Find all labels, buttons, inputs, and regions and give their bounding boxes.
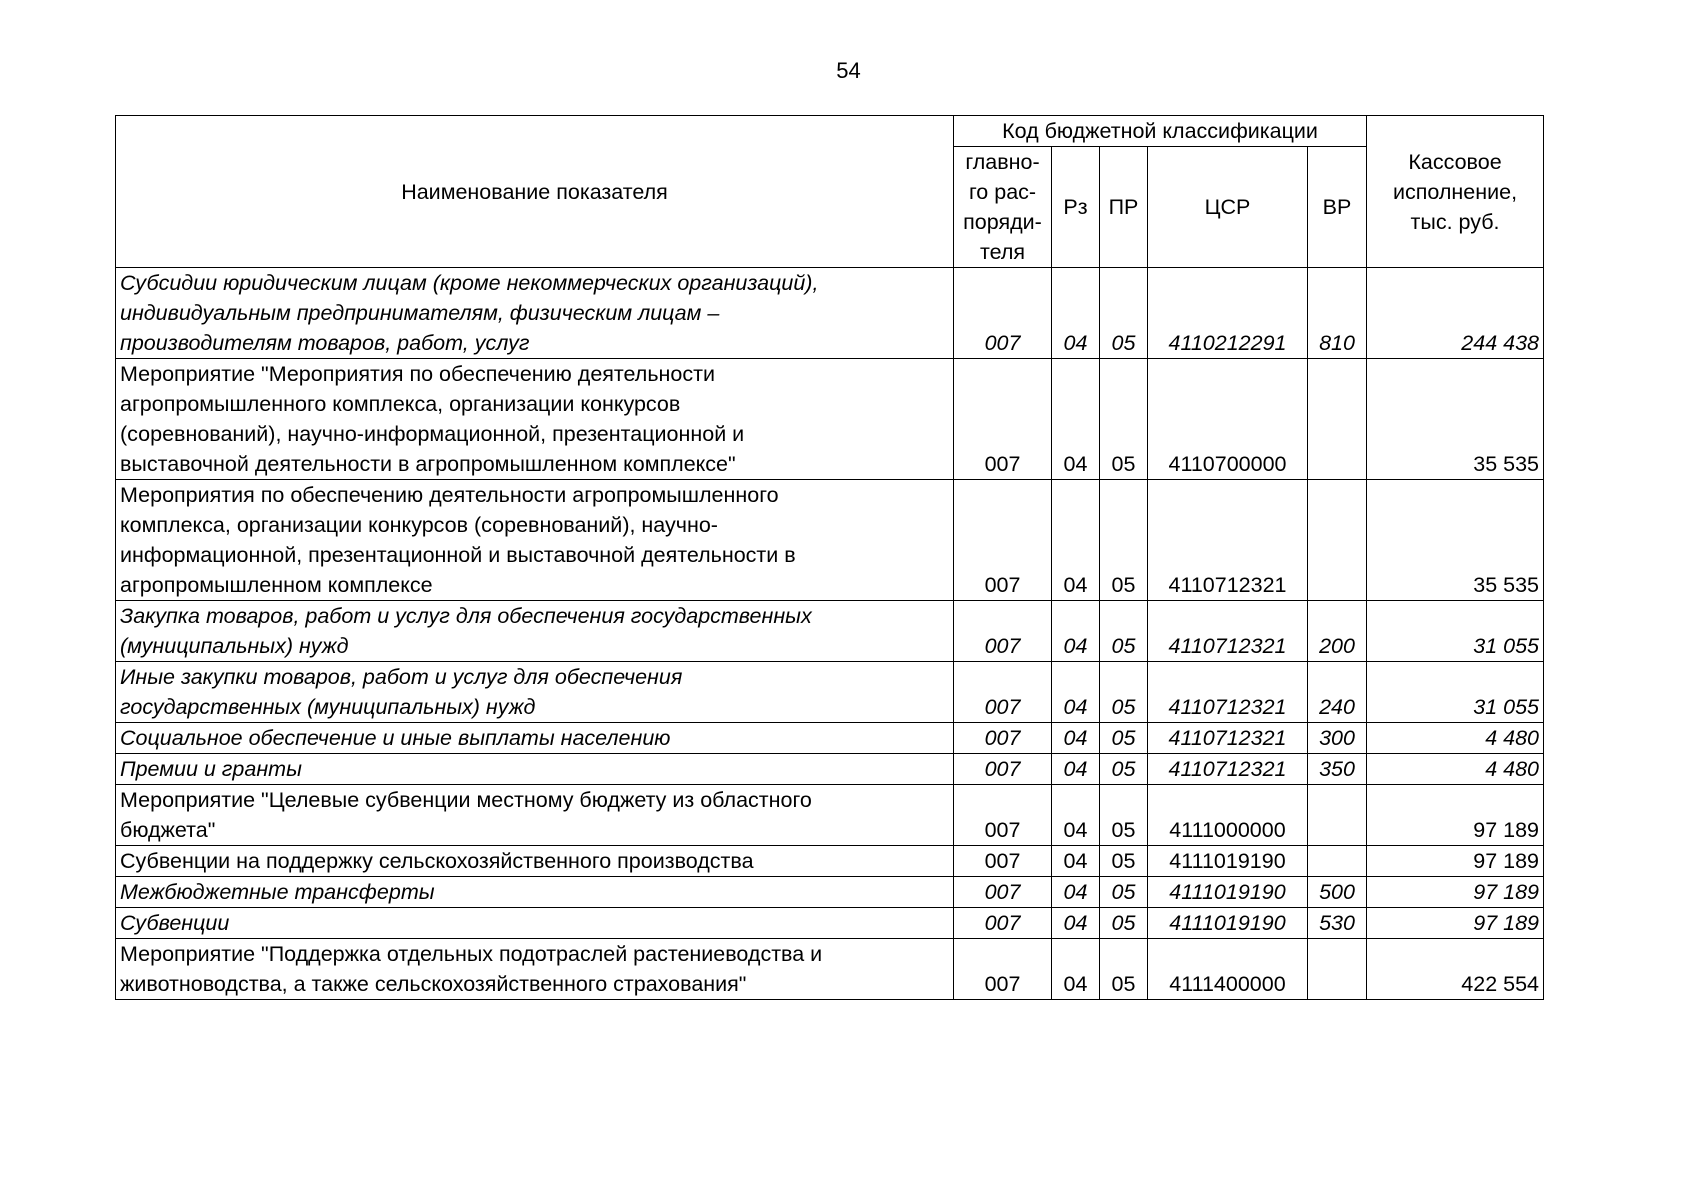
row-amount: 97 189 <box>1367 785 1544 846</box>
row-csr: 4111400000 <box>1148 939 1308 1000</box>
row-vr: 240 <box>1308 662 1367 723</box>
row-vr: 350 <box>1308 754 1367 785</box>
row-chief-code: 007 <box>954 785 1052 846</box>
row-amount: 4 480 <box>1367 723 1544 754</box>
row-name-line: производителям товаров, работ, услуг <box>120 331 530 355</box>
row-name-line: выставочной деятельности в агропромышленном комплексе" <box>120 452 736 476</box>
row-name <box>116 601 954 662</box>
row-chief-code: 007 <box>954 480 1052 601</box>
row-pr: 05 <box>1100 877 1148 908</box>
row-name-line: Премии и гранты <box>120 757 302 781</box>
row-chief-code: 007 <box>954 601 1052 662</box>
row-name <box>116 754 954 785</box>
row-name-line: животноводства, а также сельскохозяйственного страхования" <box>120 972 747 996</box>
header-csr: ЦСР <box>1148 147 1308 268</box>
row-rz: 04 <box>1052 785 1100 846</box>
row-amount: 4 480 <box>1367 754 1544 785</box>
row-rz: 04 <box>1052 601 1100 662</box>
table-row <box>116 877 1544 908</box>
row-name-line: Субсидии юридическим лицам (кроме некоммерческих организаций), <box>120 271 819 295</box>
row-csr: 4110700000 <box>1148 359 1308 480</box>
header-cash-line: тыс. руб. <box>1410 209 1500 234</box>
row-amount: 31 055 <box>1367 601 1544 662</box>
row-name <box>116 877 954 908</box>
row-name-line: Социальное обеспечение и иные выплаты населению <box>120 726 671 750</box>
row-name-line: агропромышленного комплекса, организации конкурсов <box>120 392 681 416</box>
row-amount: 31 055 <box>1367 662 1544 723</box>
header-gr-line: теля <box>979 240 1026 264</box>
row-name-line: Иные закупки товаров, работ и услуг для обеспечения <box>120 665 683 689</box>
row-csr: 4111000000 <box>1148 785 1308 846</box>
row-chief-code: 007 <box>954 662 1052 723</box>
row-name <box>116 662 954 723</box>
budget-table <box>115 115 1544 1000</box>
row-name <box>116 908 954 939</box>
row-name <box>116 846 954 877</box>
row-pr: 05 <box>1100 359 1148 480</box>
row-vr <box>1308 359 1367 480</box>
row-amount: 97 189 <box>1367 846 1544 877</box>
row-name-line: государственных (муниципальных) нужд <box>120 695 536 719</box>
row-amount: 35 535 <box>1367 480 1544 601</box>
header-chief-administrator <box>954 147 1052 268</box>
header-gr-line: поряди- <box>963 210 1042 234</box>
row-rz: 04 <box>1052 939 1100 1000</box>
row-rz: 04 <box>1052 754 1100 785</box>
row-pr: 05 <box>1100 601 1148 662</box>
row-csr: 4110712321 <box>1148 480 1308 601</box>
row-csr: 4111019190 <box>1148 908 1308 939</box>
table-row <box>116 785 1544 846</box>
row-amount: 97 189 <box>1367 877 1544 908</box>
row-chief-code: 007 <box>954 877 1052 908</box>
row-name-line: (соревнований), научно-информационной, презентационной и <box>120 422 745 446</box>
row-chief-code: 007 <box>954 846 1052 877</box>
table-row <box>116 359 1544 480</box>
row-vr <box>1308 939 1367 1000</box>
row-vr: 500 <box>1308 877 1367 908</box>
table-row <box>116 846 1544 877</box>
row-chief-code: 007 <box>954 908 1052 939</box>
row-name-line: Субвенции <box>120 911 230 935</box>
row-pr: 05 <box>1100 662 1148 723</box>
row-chief-code: 007 <box>954 359 1052 480</box>
row-rz: 04 <box>1052 359 1100 480</box>
row-name-line: бюджета" <box>120 818 216 842</box>
header-gr-line: главно- <box>965 150 1040 174</box>
row-amount: 97 189 <box>1367 908 1544 939</box>
row-csr: 4110712321 <box>1148 754 1308 785</box>
table-row <box>116 601 1544 662</box>
row-name <box>116 723 954 754</box>
row-amount: 422 554 <box>1367 939 1544 1000</box>
header-pr: ПР <box>1100 147 1148 268</box>
header-cash-execution <box>1367 116 1544 268</box>
row-csr: 4111019190 <box>1148 846 1308 877</box>
row-name-line: Межбюджетные трансферты <box>120 880 435 904</box>
row-pr: 05 <box>1100 908 1148 939</box>
row-csr: 4110712321 <box>1148 662 1308 723</box>
page-number: 54 <box>836 58 861 83</box>
header-name: Наименование показателя <box>116 116 954 268</box>
row-rz: 04 <box>1052 268 1100 359</box>
row-vr <box>1308 785 1367 846</box>
row-name-line: Мероприятие "Поддержка отдельных подотраслей растениеводства и <box>120 942 823 966</box>
row-name-line: (муниципальных) нужд <box>120 634 349 658</box>
row-name <box>116 785 954 846</box>
row-name-line: Мероприятие "Целевые субвенции местному бюджету из областного <box>120 788 812 812</box>
header-cash-line: Кассовое <box>1408 149 1502 174</box>
row-name-line: Субвенции на поддержку сельскохозяйственного производства <box>120 849 754 873</box>
row-rz: 04 <box>1052 846 1100 877</box>
row-pr: 05 <box>1100 939 1148 1000</box>
row-name-line: комплекса, организации конкурсов (соревнований), научно- <box>120 513 718 537</box>
row-name-line: Мероприятия по обеспечению деятельности агропромышленного <box>120 483 779 507</box>
header-budget-code: Код бюджетной классификации <box>954 116 1367 147</box>
table-body <box>116 268 1544 1000</box>
row-name-line: информационной, презентационной и выставочной деятельности в <box>120 543 796 567</box>
row-pr: 05 <box>1100 754 1148 785</box>
row-rz: 04 <box>1052 723 1100 754</box>
table-row <box>116 723 1544 754</box>
row-name <box>116 939 954 1000</box>
row-pr: 05 <box>1100 723 1148 754</box>
row-name <box>116 268 954 359</box>
row-chief-code: 007 <box>954 939 1052 1000</box>
row-name <box>116 359 954 480</box>
row-name-line: Мероприятие "Мероприятия по обеспечению деятельности <box>120 362 715 386</box>
row-vr: 300 <box>1308 723 1367 754</box>
table-row <box>116 662 1544 723</box>
row-csr: 4110712321 <box>1148 723 1308 754</box>
row-name-line: агропромышленном комплексе <box>120 573 433 597</box>
row-vr <box>1308 480 1367 601</box>
header-vr: ВР <box>1308 147 1367 268</box>
table-row <box>116 754 1544 785</box>
table-row <box>116 908 1544 939</box>
row-csr: 4110212291 <box>1148 268 1308 359</box>
row-csr: 4110712321 <box>1148 601 1308 662</box>
row-pr: 05 <box>1100 268 1148 359</box>
header-cash-line: исполнение, <box>1392 179 1518 204</box>
row-chief-code: 007 <box>954 754 1052 785</box>
row-vr: 530 <box>1308 908 1367 939</box>
table-row <box>116 939 1544 1000</box>
row-chief-code: 007 <box>954 723 1052 754</box>
row-rz: 04 <box>1052 480 1100 601</box>
row-pr: 05 <box>1100 785 1148 846</box>
row-name-line: Закупка товаров, работ и услуг для обеспечения государственных <box>120 604 812 628</box>
row-csr: 4111019190 <box>1148 877 1308 908</box>
row-name <box>116 480 954 601</box>
table-row <box>116 268 1544 359</box>
table-header <box>116 116 1544 268</box>
row-chief-code: 007 <box>954 268 1052 359</box>
row-rz: 04 <box>1052 908 1100 939</box>
row-name-line: индивидуальным предпринимателям, физическим лицам – <box>120 301 720 325</box>
row-rz: 04 <box>1052 662 1100 723</box>
table-row <box>116 480 1544 601</box>
row-vr: 200 <box>1308 601 1367 662</box>
header-gr-line: го рас- <box>968 180 1037 204</box>
header-rz: Рз <box>1052 147 1100 268</box>
row-amount: 244 438 <box>1367 268 1544 359</box>
row-pr: 05 <box>1100 480 1148 601</box>
row-vr: 810 <box>1308 268 1367 359</box>
row-amount: 35 535 <box>1367 359 1544 480</box>
row-rz: 04 <box>1052 877 1100 908</box>
row-pr: 05 <box>1100 846 1148 877</box>
row-vr <box>1308 846 1367 877</box>
